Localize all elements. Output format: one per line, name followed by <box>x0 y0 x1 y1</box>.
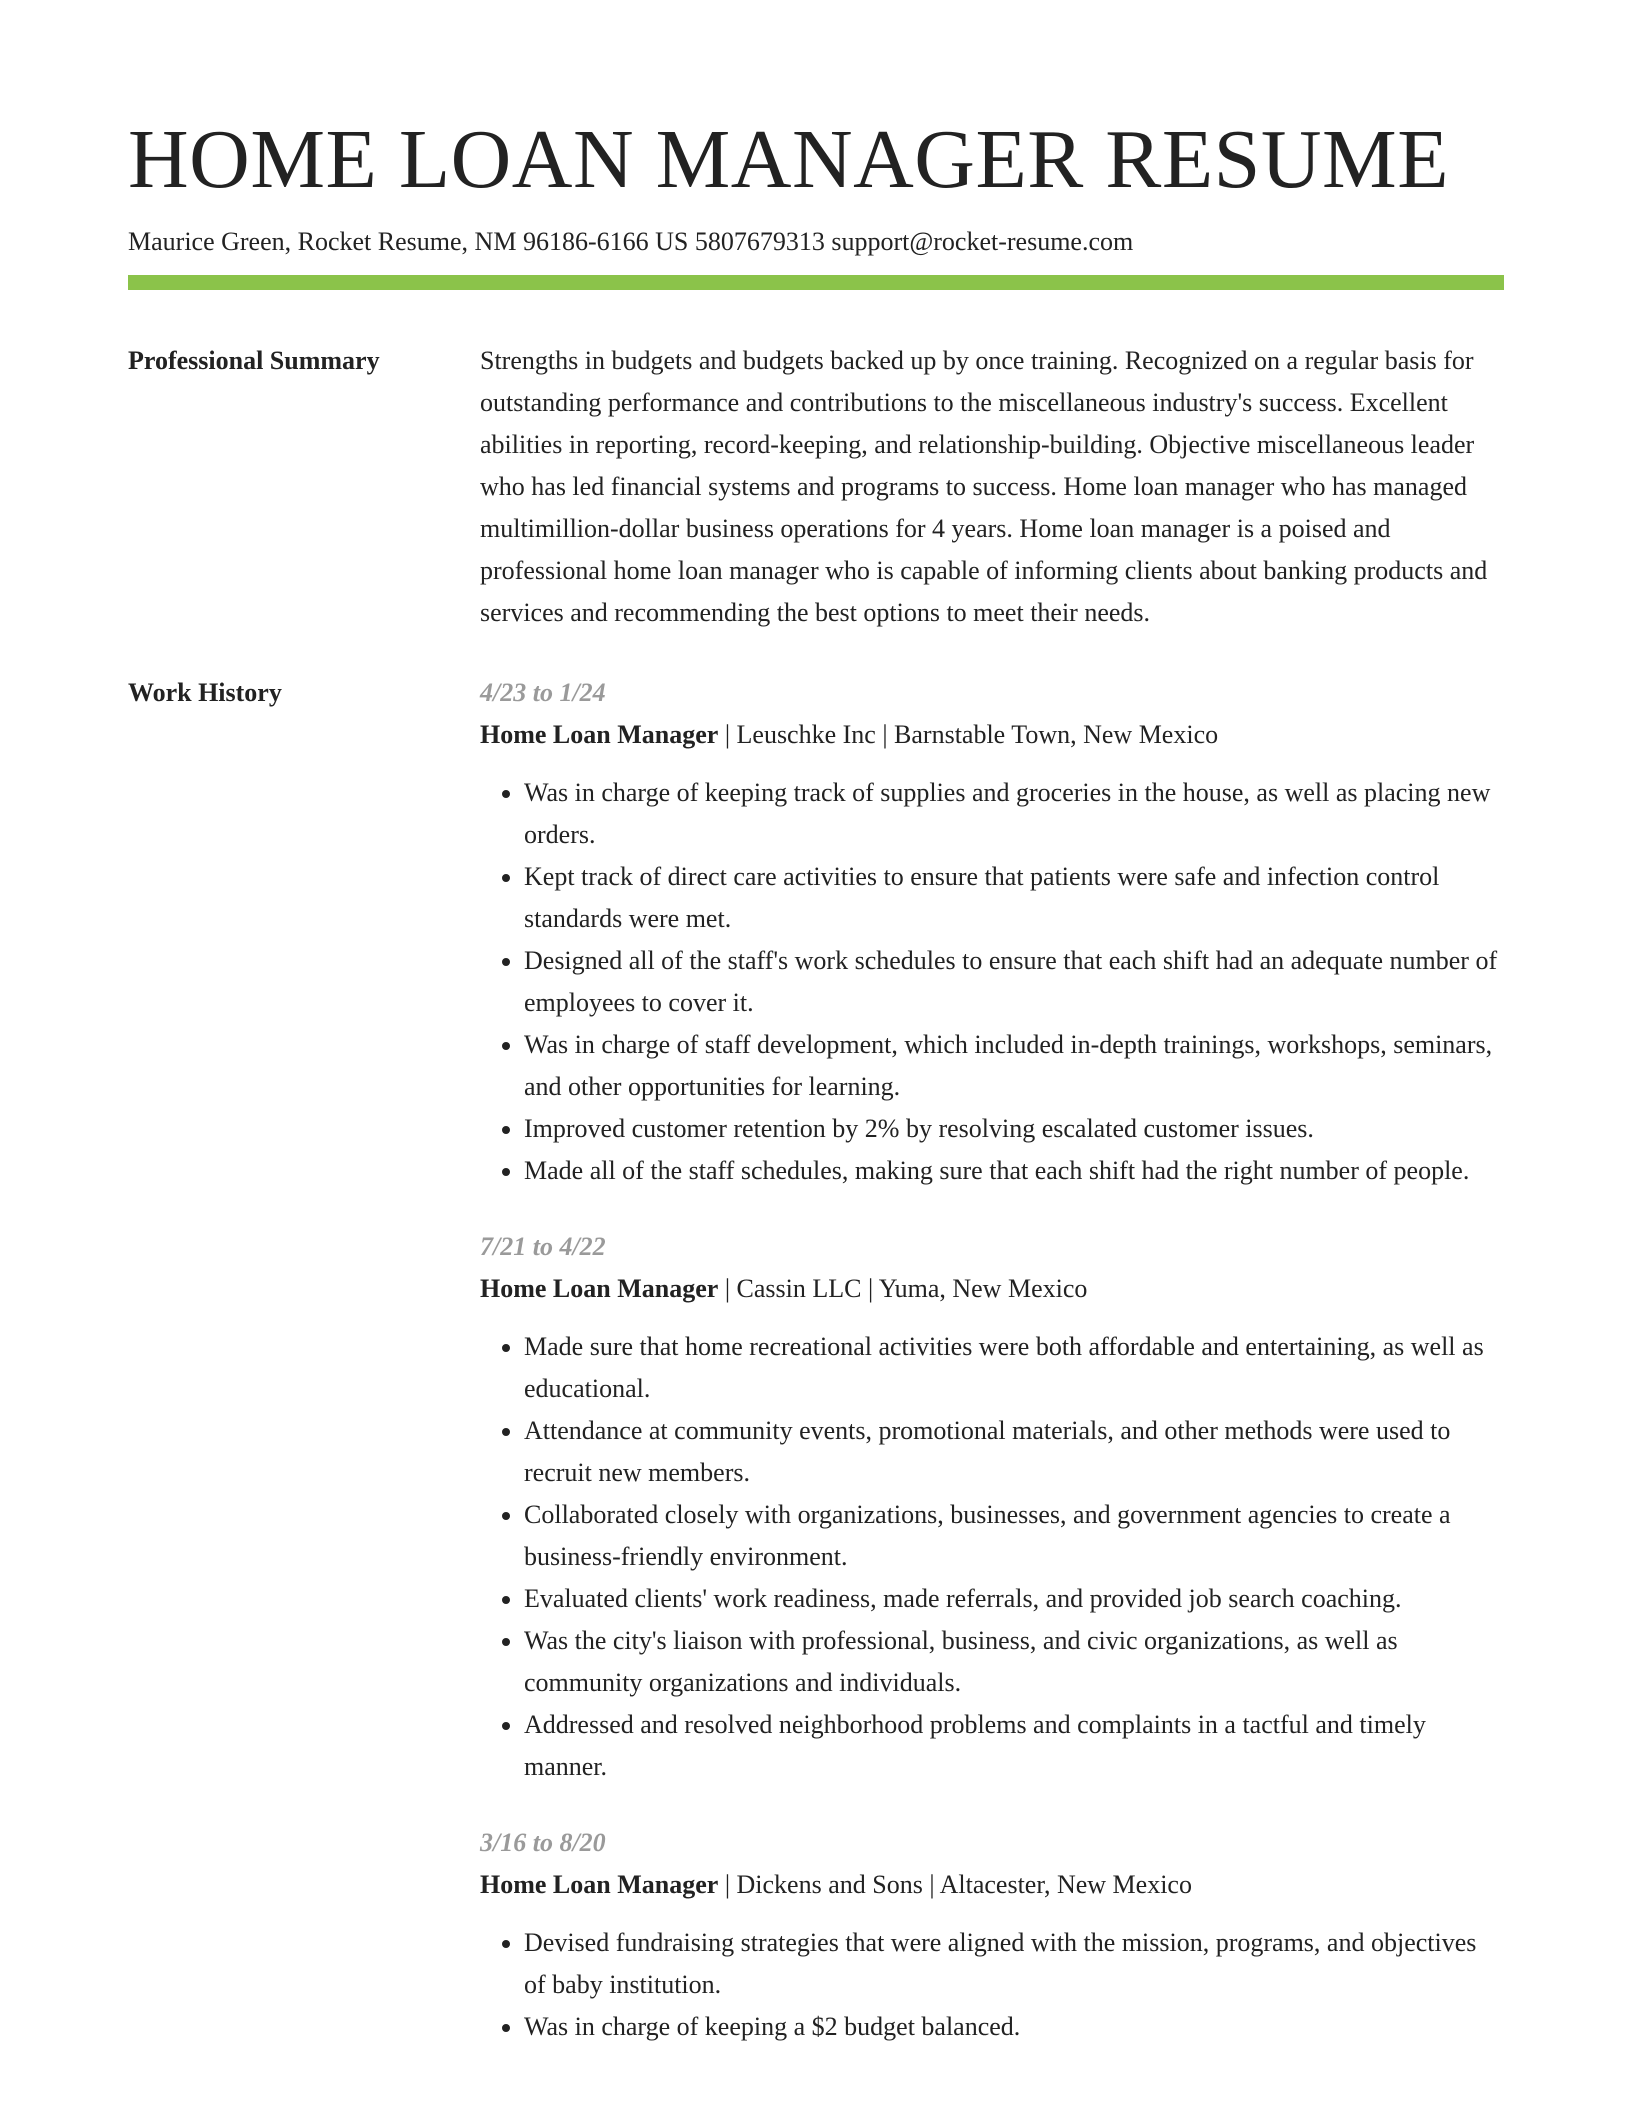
job-bullet: • Made sure that home recreational activities were both affordable and entertaining, as well as educational. <box>524 1326 1504 1410</box>
job-bullets <box>480 1326 1504 1788</box>
job-heading <box>480 714 1504 756</box>
section-label-work-history: Work History <box>128 678 282 708</box>
job-dates: 3/16 to 8/20 <box>480 1828 606 1858</box>
resume-title: HOME LOAN MANAGER RESUME <box>128 113 1450 206</box>
professional-summary-section <box>128 340 1504 634</box>
job-bullets <box>480 1922 1504 2048</box>
job-title: Home Loan Manager <box>480 1274 719 1304</box>
job-title: Home Loan Manager <box>480 1870 719 1900</box>
job-details: | Cassin LLC | Yuma, New Mexico <box>718 1274 1088 1304</box>
job-heading <box>480 1268 1504 1310</box>
section-label-summary: Professional Summary <box>128 346 380 376</box>
job-dates: 4/23 to 1/24 <box>480 678 606 708</box>
work-history-list <box>480 672 1504 2082</box>
job-entry <box>480 1226 1504 1788</box>
job-bullets <box>480 772 1504 1192</box>
header-divider <box>128 275 1504 290</box>
work-history-section <box>128 672 1504 2082</box>
job-details: | Leuschke Inc | Barnstable Town, New Mexico <box>718 720 1219 750</box>
job-details: | Dickens and Sons | Altacester, New Mexico <box>718 1870 1192 1900</box>
job-bullet: • Designed all of the staff's work schedules to ensure that each shift had an adequate number of employees to cover it. <box>524 940 1504 1024</box>
job-dates: 7/21 to 4/22 <box>480 1232 606 1262</box>
summary-text: Strengths in budgets and budgets backed up by once training. Recognized on a regular basis for outstanding performance and contributions to the miscellaneous industry's success. Excellent abilities in reporting, record-keeping, and relationship-building. Objective miscellaneous leader who has led financial systems and programs to success. Home loan manager who has managed multimillion-dollar business operations for 4 years. Home loan manager is a poised and professional home loan manager who is capable of informing clients about banking products and services and recommending the best options to meet their needs. <box>480 346 1488 628</box>
job-bullet: • Was in charge of staff development, which included in-depth trainings, workshops, seminars, and other opportunities for learning. <box>524 1024 1504 1108</box>
job-title: Home Loan Manager <box>480 720 719 750</box>
contact-info: Maurice Green, Rocket Resume, NM 96186-6166 US 5807679313 support@rocket-resume.com <box>128 227 1134 256</box>
job-entry <box>480 672 1504 1192</box>
job-bullet: • Was the city's liaison with professional, business, and civic organizations, as well as community organizations and individuals. <box>524 1620 1504 1704</box>
job-bullet: • Improved customer retention by 2% by resolving escalated customer issues. <box>524 1108 1504 1150</box>
job-bullet: • Evaluated clients' work readiness, made referrals, and provided job search coaching. <box>524 1578 1504 1620</box>
job-bullet: • Attendance at community events, promotional materials, and other methods were used to recruit new members. <box>524 1410 1504 1494</box>
job-bullet: • Devised fundraising strategies that were aligned with the mission, programs, and objectives of baby institution. <box>524 1922 1504 2006</box>
job-bullet: • Was in charge of keeping a $2 budget balanced. <box>524 2006 1504 2048</box>
job-heading <box>480 1864 1504 1906</box>
job-bullet: • Made all of the staff schedules, making sure that each shift had the right number of people. <box>524 1150 1504 1192</box>
job-bullet: • Kept track of direct care activities to ensure that patients were safe and infection control standards were met. <box>524 856 1504 940</box>
job-bullet: • Was in charge of keeping track of supplies and groceries in the house, as well as placing new orders. <box>524 772 1504 856</box>
job-bullet: • Collaborated closely with organizations, businesses, and government agencies to create a business-friendly environment. <box>524 1494 1504 1578</box>
job-bullet: • Addressed and resolved neighborhood problems and complaints in a tactful and timely manner. <box>524 1704 1504 1788</box>
job-entry <box>480 1822 1504 2048</box>
